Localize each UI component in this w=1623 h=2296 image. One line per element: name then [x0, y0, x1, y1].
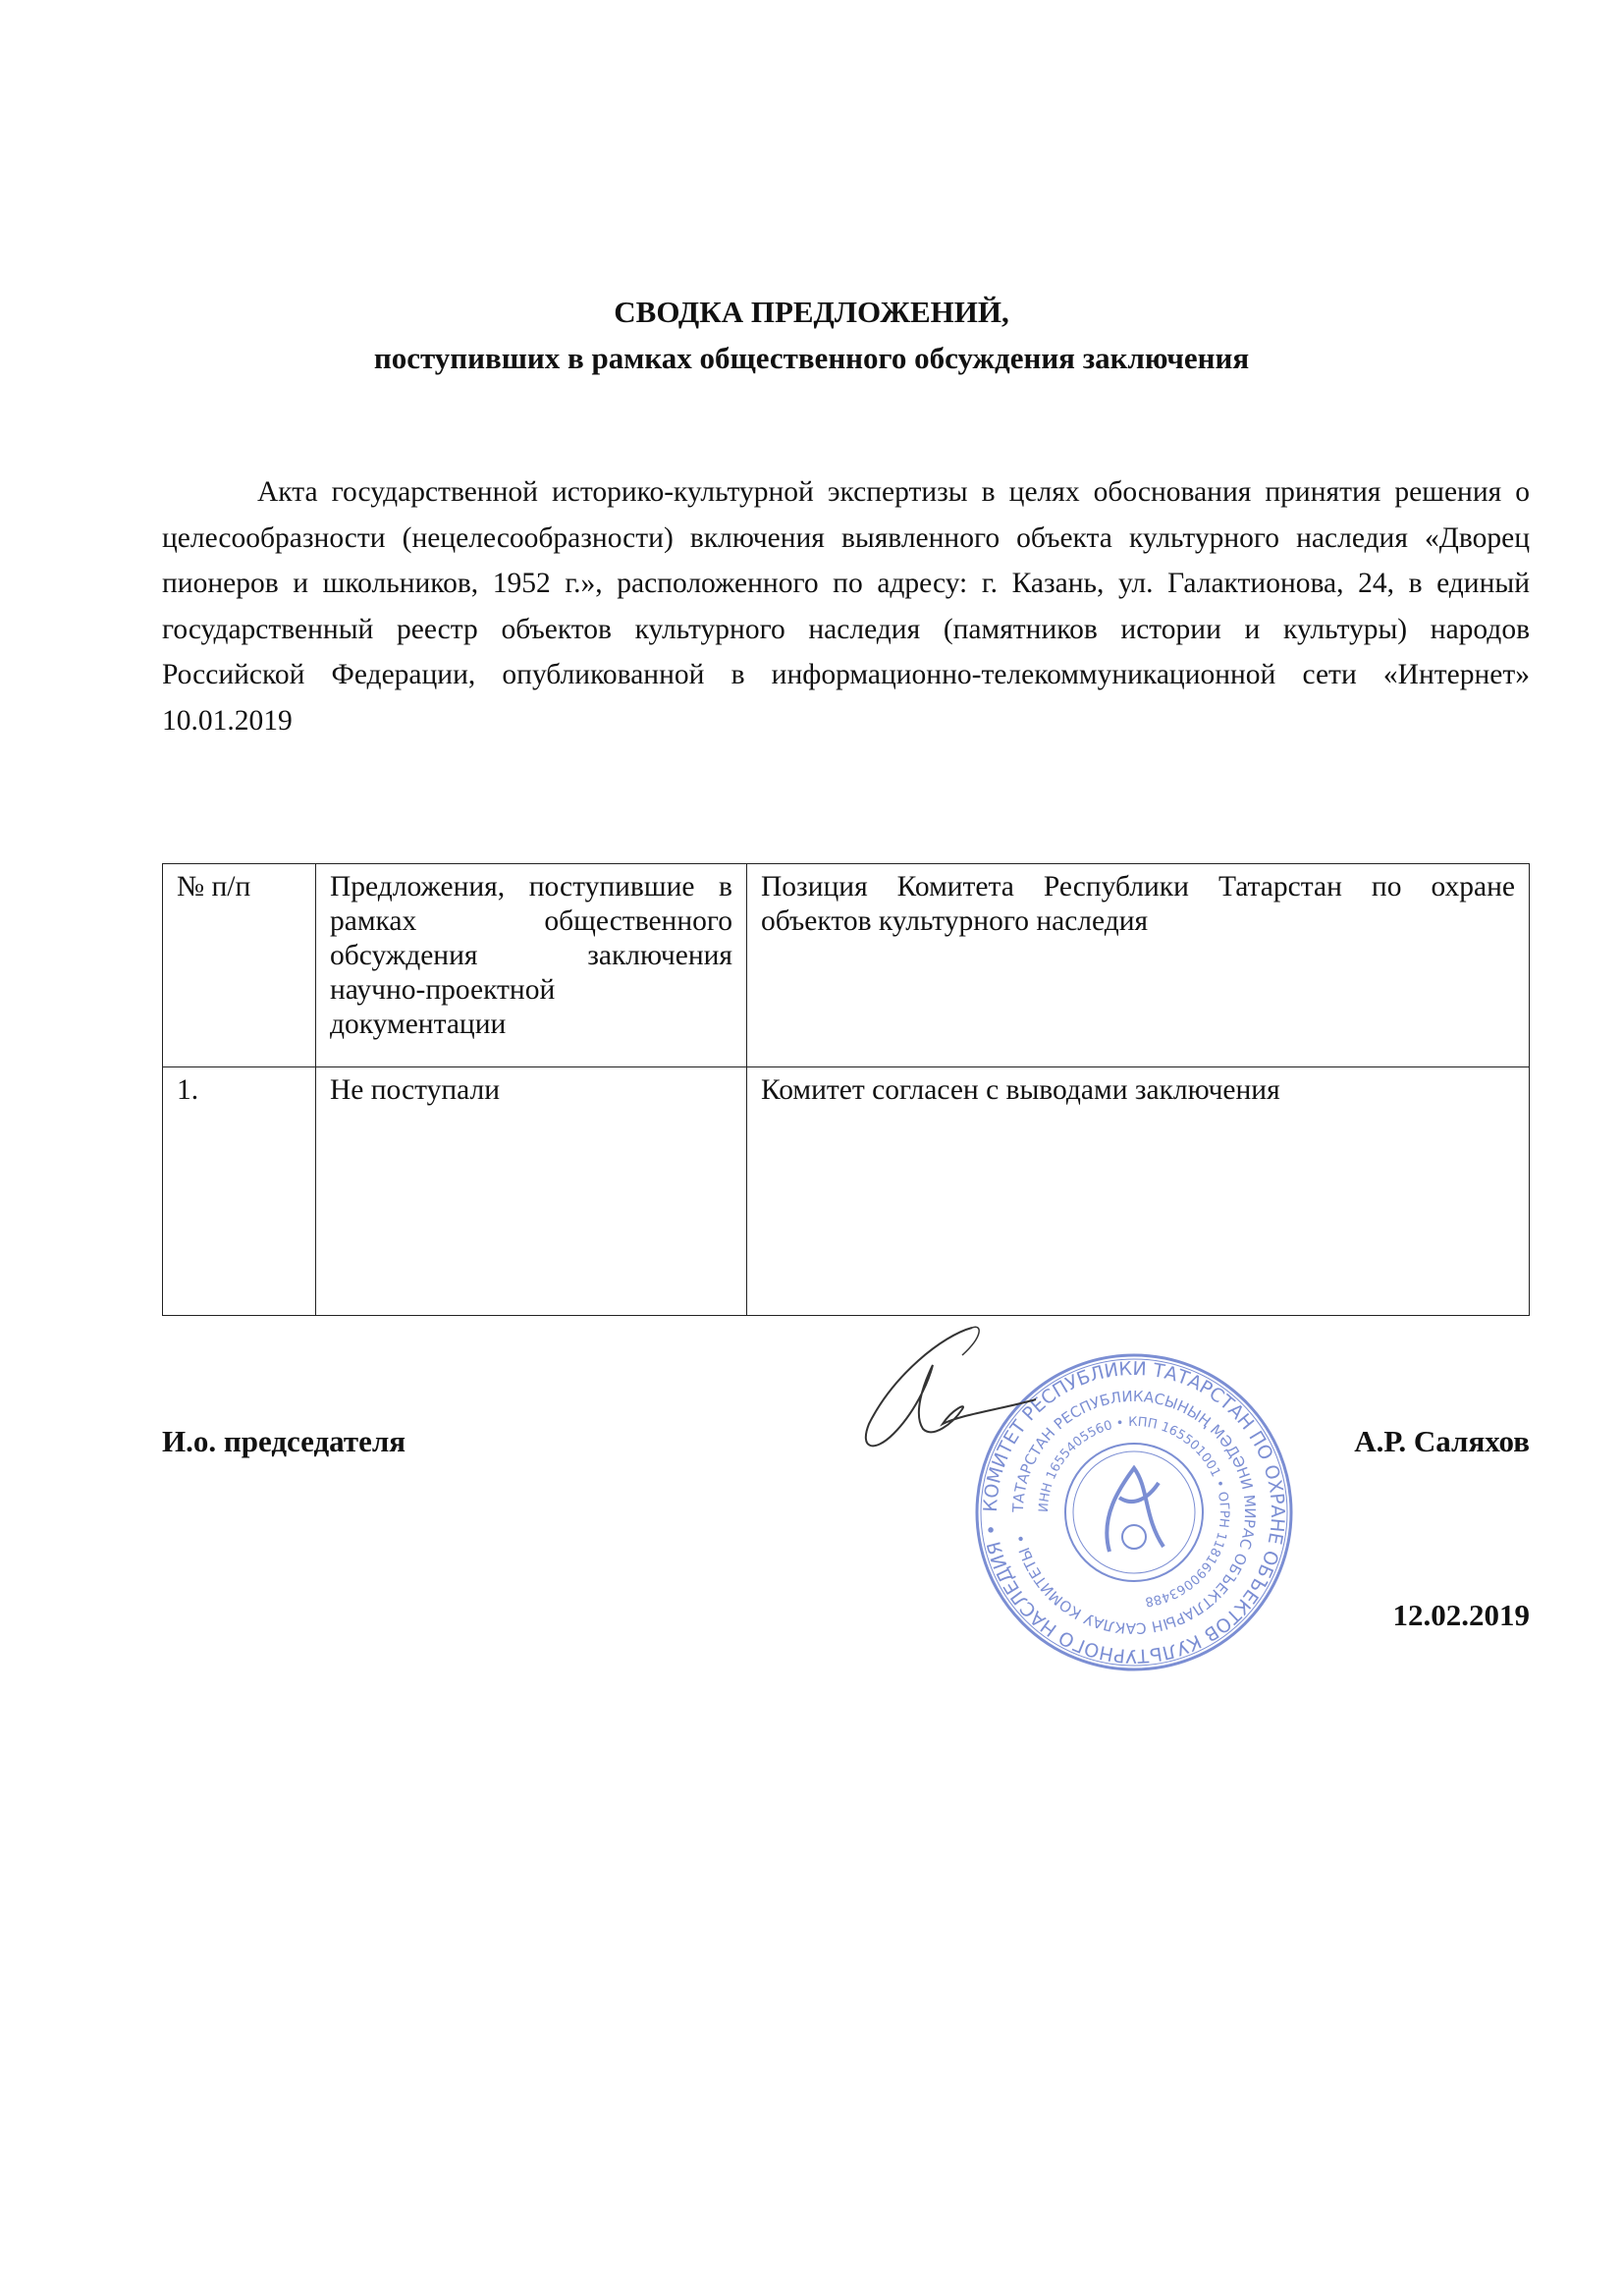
- intro-paragraph: Акта государственной историко-культурной экспертизы в целях обоснования принятия решения о целесообразности (нецелесообразности) включения выявленного объекта культурного наследия «Дворец пионеров и школьников, 1952 г.», расположенного по адресу: г. Казань, ул. Галактионова, 24, в единый государственный реестр объектов культурного наследия (памятников истории и культуры) народов Российской Федерации, опубликованной в информационно-телекоммуникационной сети «Интернет» 10.01.2019: [162, 476, 1530, 737]
- cell-proposals: Не поступали: [316, 1067, 747, 1316]
- svg-text:ТАТАРСТАН РЕСПУБЛИКАСЫНЫҢ МӘДӘ: ТАТАРСТАН РЕСПУБЛИКАСЫНЫҢ МӘДӘНИ МИРАС ОБЪЕКТЛАРЫН САКЛАУ КОМИТЕТЫ •: [1008, 1387, 1260, 1638]
- svg-text:КОМИТЕТ РЕСПУБЛИКИ ТАТАРСТАН П: КОМИТЕТ РЕСПУБЛИКИ ТАТАРСТАН ПО ОХРАНЕ ОБЪЕКТОВ КУЛЬТУРНОГО НАСЛЕДИЯ •: [979, 1357, 1289, 1667]
- document-title: СВОДКА ПРЕДЛОЖЕНИЙ,: [614, 295, 1009, 329]
- signatory-name: А.Р. Саляхов: [1354, 1424, 1530, 1458]
- handwritten-signature: [835, 1316, 1090, 1463]
- proposals-table: [162, 863, 1530, 1316]
- svg-text:ИНН 1655405560 • КПП 165501001: ИНН 1655405560 • КПП 165501001 • ОГРН 1181690063488: [1036, 1414, 1232, 1610]
- header-committee-position: Позиция Комитета Республики Татарстан по охране объектов культурного наследия: [747, 864, 1530, 1067]
- cell-committee-position: Комитет согласен с выводами заключения: [747, 1067, 1530, 1316]
- table-row: [163, 1067, 1530, 1316]
- table-header-row: [163, 864, 1530, 1067]
- signatory-role: И.о. председателя: [162, 1424, 406, 1458]
- document-date: 12.02.2019: [1392, 1598, 1530, 1632]
- header-proposals: Предложения, поступившие в рамках общественного обсуждения заключения научно-проектной документации: [316, 864, 747, 1067]
- document-subtitle: поступивших в рамках общественного обсуждения заключения: [373, 341, 1250, 375]
- header-number: № п/п: [163, 864, 316, 1067]
- cell-number: 1.: [163, 1067, 316, 1316]
